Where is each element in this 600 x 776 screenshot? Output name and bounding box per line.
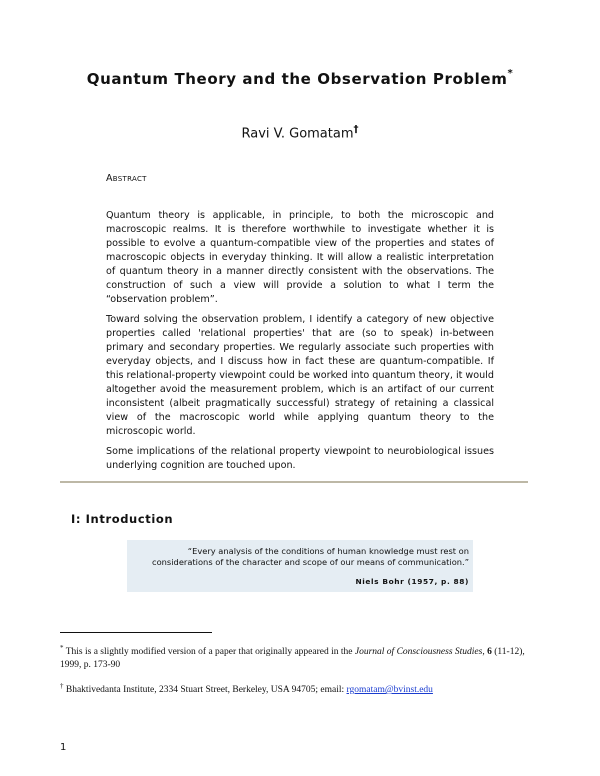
- footnote-1-journal: Journal of Consciousness Studies: [354, 647, 483, 658]
- title-footnote-mark: *: [507, 68, 514, 79]
- section-divider: [60, 481, 528, 483]
- abstract-paragraph: Quantum theory is applicable, in principle, to both the microscopic and macroscopic realms. It is therefore worthwhile to investigate whether it is possible to evolve a quantum-compatible view of the properties and states of macroscopic objects in everyday thinking. It will allow a realistic interpretation of quantum theory in a manner directly consistent with the observations. The construction of such a view will provide a solution to what I term the “observation problem”.: [106, 210, 494, 305]
- email-link[interactable]: rgomatam@bvinst.edu: [346, 685, 433, 696]
- footnote-1-text: This is a slightly modified version of a paper that originally appeared in the: [65, 647, 353, 658]
- author-footnote-mark: †: [353, 124, 359, 135]
- section-heading: I: Introduction: [71, 512, 174, 526]
- epigraph-attribution: Niels Bohr (1957, p. 88): [355, 577, 469, 586]
- abstract-body: [106, 209, 494, 479]
- footnote-2-text: Bhaktivedanta Institute, 2334 Stuart Street, Berkeley, USA 94705; email:: [65, 685, 345, 696]
- abstract-paragraph: Some implications of the relational property viewpoint to neurobiological issues underlying cognition are touched upon.: [106, 446, 494, 471]
- footnote-divider: [60, 632, 212, 633]
- paper-title: [60, 70, 540, 88]
- footnote-2-mark: †: [60, 682, 64, 690]
- footnote-1-mark: *: [60, 644, 64, 652]
- footnote-1: [60, 642, 530, 672]
- abstract-paragraph: Toward solving the observation problem, I identify a category of new objective properties called 'relational properties' that are (so to speak) in-between primary and secondary properties. We regularly associate such properties with everyday objects, and I discuss how in fact these are quantum-compatible. If this relational-property viewpoint could be worked into quantum theory, it would altogether avoid the measurement problem, which is an artifact of our current inconsistent (albeit pragmatically successful) strategy of retaining a classical view of the macroscopic world while applying quantum theory to the microscopic world.: [106, 314, 494, 437]
- author-name-text: Ravi V. Gomatam: [241, 126, 354, 142]
- footnote-1-rest: (11-12), 1999, p. 173-90: [60, 647, 525, 671]
- author-name: [60, 124, 540, 141]
- footnote-1-volume: 6: [487, 647, 492, 658]
- footnote-1-comma: ,: [482, 647, 485, 658]
- footnote-2: [60, 680, 530, 697]
- epigraph-box: [127, 540, 473, 592]
- paper-title-text: Quantum Theory and the Observation Problem: [86, 70, 508, 88]
- abstract-heading: Abstract: [106, 173, 147, 184]
- page-number: 1: [60, 742, 67, 753]
- epigraph-text: “Every analysis of the conditions of human knowledge must rest on considerations of the character and scope of our means of communication.”: [152, 546, 469, 567]
